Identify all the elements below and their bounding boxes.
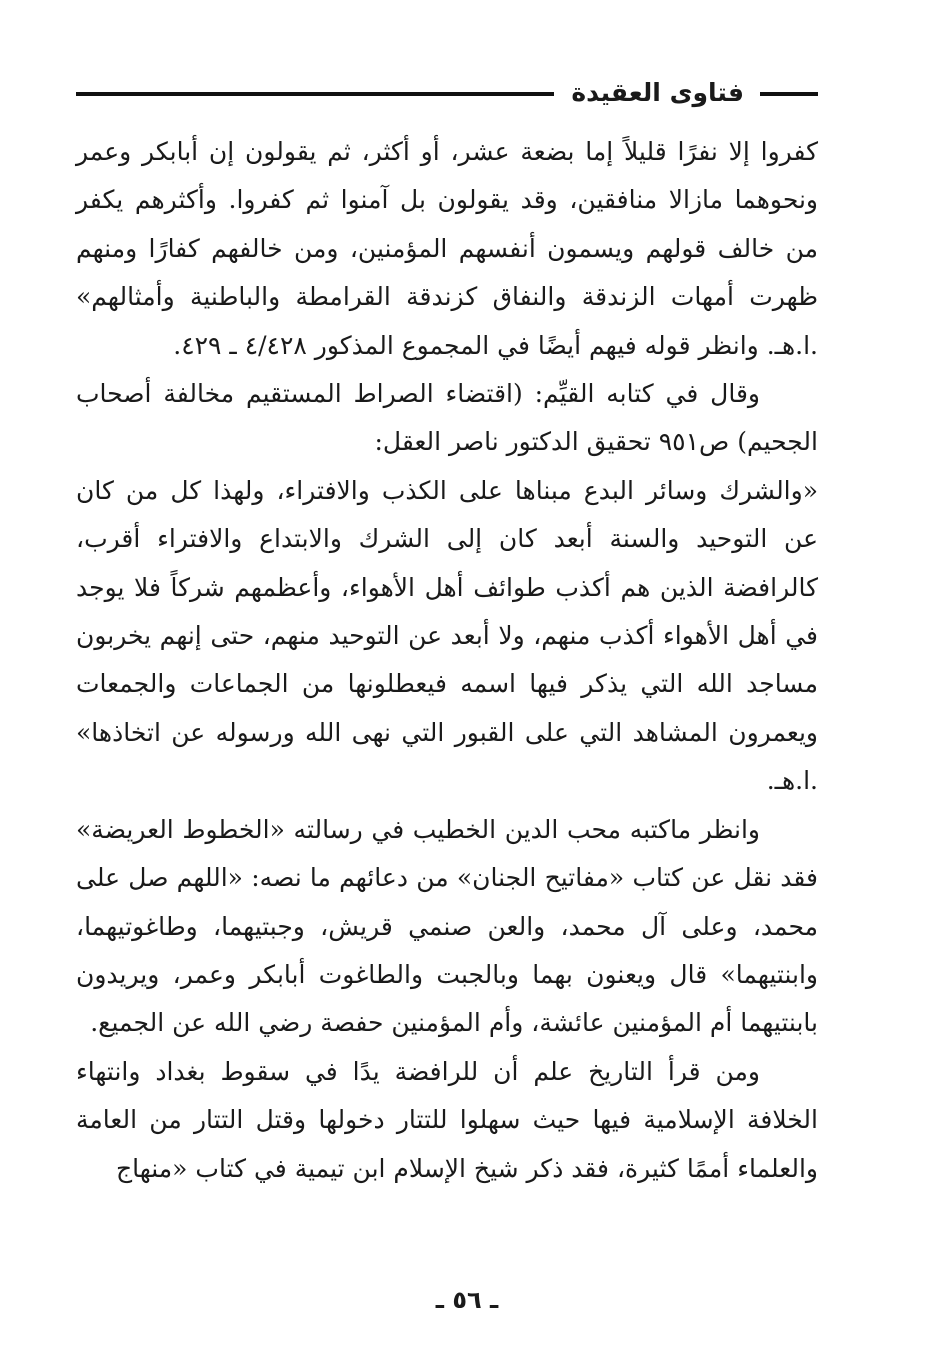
paragraph-2: وقال في كتابه القيِّم: (اقتضاء الصراط المستقيم مخالفة أصحاب الجحيم) ص٩٥١ تحقيق الدكتور ناصر العقل: <box>76 379 818 457</box>
paragraph-1: كفروا إلا نفرًا قليلاً إما بضعة عشر، أو أكثر، ثم يقولون إن أبابكر وعمر ونحوهما مازالا منافقين، وقد يقولون بل آمنوا ثم كفروا. وأكثرهم يكفر من خالف قولهم ويسمون أنفسهم المؤمنين، ومن خالفهم كفارًا ومنهم ظهرت أمهات الزندقة والنفاق كزندقة القرامطة والباطنية وأمثالهم» .ا.هـ. وانظر قوله فيهم أيضًا في المجموع المذكور ٤/٤٢٨ ـ ٤٢٩. <box>76 137 818 360</box>
paragraph-5: ومن قرأ التاريخ علم أن للرافضة يدًا في سقوط بغداد وانتهاء الخلافة الإسلامية فيها حيث سهلوا للتتار دخولها وقتل التتار من العامة والعلماء أممًا كثيرة، فقد ذكر شيخ الإسلام ابن تيمية في كتاب «منهاج <box>76 1056 818 1183</box>
header-rule-right <box>760 92 818 96</box>
running-header-title: فتاوى العقيدة <box>571 78 744 107</box>
header-rule-left <box>76 92 554 96</box>
running-header <box>76 74 818 114</box>
page-number: ـ ٥٦ ـ <box>435 1286 499 1314</box>
paragraph-3-quotation: «والشرك وسائر البدع مبناها على الكذب والافتراء، ولهذا كل من كان عن التوحيد والسنة أبعد كان إلى الشرك والابتداع والافتراء أقرب، كالرافضة الذين هم أكذب طوائف أهل الأهواء، وأعظمهم شركاً فلا يوجد في أهل الأهواء أكذب منهم، ولا أبعد عن التوحيد منهم، حتى إنهم يخربون مساجد الله التي يذكر فيها اسمه فيعطلونها من الجماعات والجمعات ويعمرون المشاهد التي على القبور التي نهى الله ورسوله عن اتخاذها» .ا.هـ. <box>76 475 818 796</box>
paragraph-4: وانظر ماكتبه محب الدين الخطيب في رسالته «الخطوط العريضة» فقد نقل عن كتاب «مفاتيح الجنان» من دعائهم ما نصه: «اللهم صل على محمد، وعلى آل محمد، والعن صنمي قريش، وجبتيهما، وطاغوتيهما، وابنتيهما» قال ويعنون بهما وبالجبت والطاغوت أبابكر وعمر، ويريدون بابنتيهما أم المؤمنين عائشة، وأم المؤمنين حفصة رضي الله عن الجميع. <box>76 814 818 1038</box>
body-text <box>76 128 818 1193</box>
